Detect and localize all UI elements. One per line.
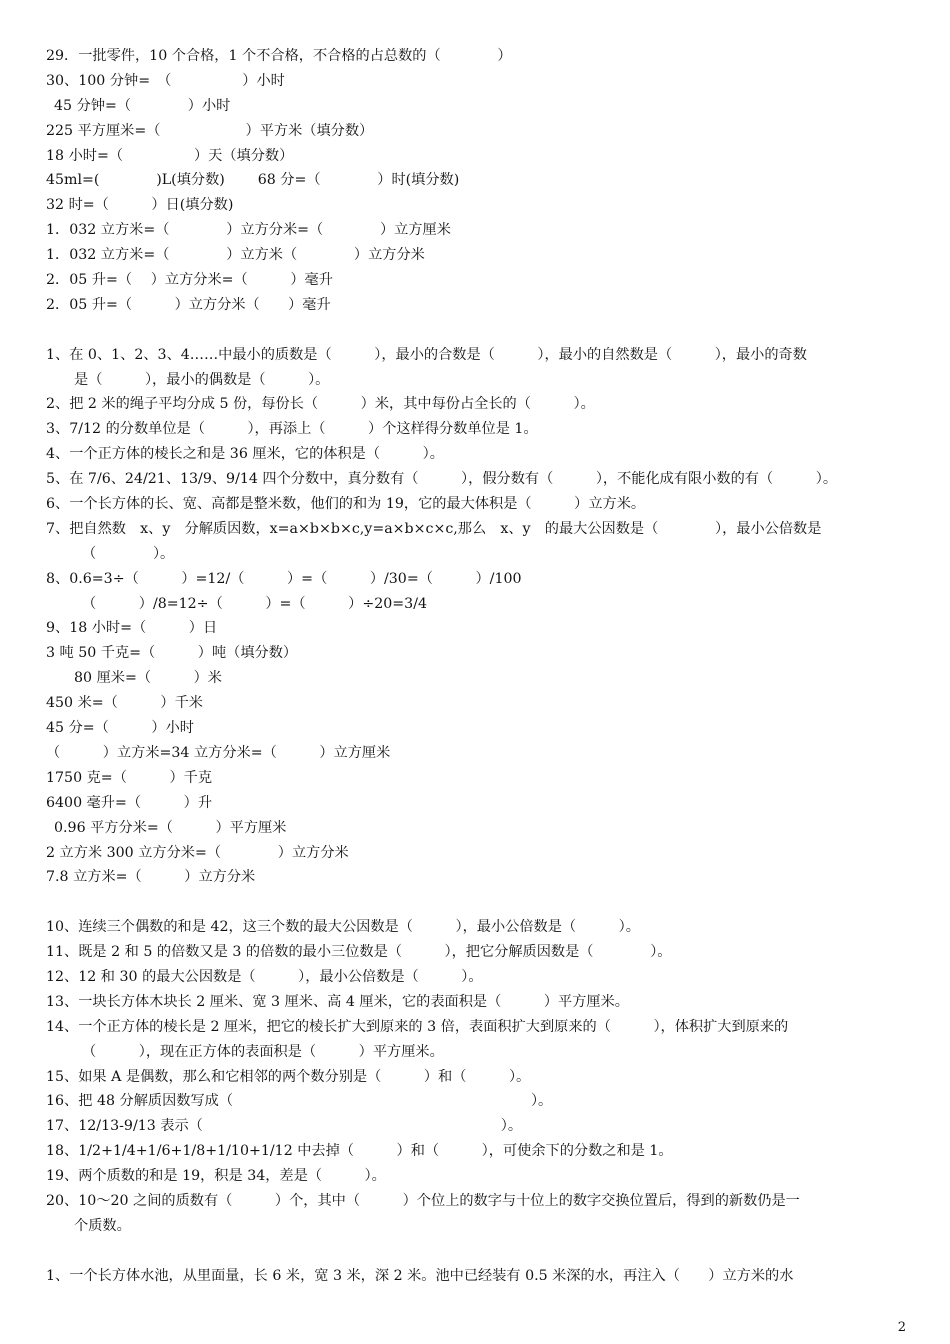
conversion-line: 3 吨 50 千克=（ ）吨（填分数） [46, 645, 298, 662]
question-8: 8、0.6=3÷（ ）=12/（ ）=（ ）/30=（ ）/100 [46, 570, 522, 587]
question-7: 7、把自然数 x、y 分解质因数，x=a×b×b×c,y=a×b×c×c,那么 x、y 的最大公因数是（ ），最小公倍数是 [46, 520, 822, 537]
question-10: 10、连续三个偶数的和是 42，这三个数的最大公因数是（ ），最小公倍数是（ ）。 [46, 919, 640, 936]
conversion-line: 45ml=( )L(填分数) 68 分=（ ）时(填分数) [46, 172, 460, 189]
question-11: 11、既是 2 和 5 的倍数又是 3 的倍数的最小三位数是（ ），把它分解质因数是（ ）。 [46, 944, 672, 961]
question-12: 12、12 和 30 的最大公因数是（ ），最小公倍数是（ ）。 [46, 968, 483, 985]
question-8-continued: （ ）/8=12÷（ ）=（ ）÷20=3/4 [82, 595, 427, 612]
conversion-line: 225 平方厘米=（ ）平方米（填分数） [46, 122, 374, 139]
conversion-line: 45 分钟=（ ）小时 [54, 97, 231, 114]
question-14: 14、一个正方体的棱长是 2 厘米，把它的棱长扩大到原来的 3 倍，表面积扩大到原来的（ ），体积扩大到原来的 [46, 1018, 789, 1035]
question-7-continued: （ ）。 [82, 545, 175, 562]
conversion-line: 2．05 升=（ ）立方分米（ ）毫升 [46, 296, 331, 313]
conversion-line: 7.8 立方米=（ ）立方分米 [46, 869, 256, 886]
question-18: 18、1/2+1/4+1/6+1/8+1/10+1/12 中去掉（ ）和（ ），可使余下的分数之和是 1。 [46, 1143, 673, 1160]
question-16: 16、把 48 分解质因数写成（ ）。 [46, 1093, 553, 1110]
conversion-line: 1．032 立方米=（ ）立方分米=（ ）立方厘米 [46, 222, 451, 239]
conversion-line: 1．032 立方米=（ ）立方米（ ）立方分米 [46, 247, 425, 264]
spacer [46, 1239, 910, 1264]
conversion-line: 2．05 升=（ ）立方分米=（ ）毫升 [46, 272, 333, 289]
question-3: 3、7/12 的分数单位是（ ），再添上（ ）个这样得分数单位是 1。 [46, 421, 538, 438]
question-5: 5、在 7/6、24/21、13/9、9/14 四个分数中，真分数有（ ），假分数有（ ），不能化成有限小数的有（ ）。 [46, 471, 838, 488]
conversion-line: 0.96 平方分米=（ ）平方厘米 [54, 819, 287, 836]
question-19: 19、两个质数的和是 19，积是 34，差是（ ）。 [46, 1168, 386, 1185]
question-1-continued: 是（ ），最小的偶数是（ ）。 [74, 371, 330, 388]
question-6: 6、一个长方体的长、宽、高都是整米数，他们的和为 19，它的最大体积是（ ）立方米。 [46, 496, 646, 513]
application-question-1: 1、一个长方体水池，从里面量，长 6 米，宽 3 米，深 2 米。池中已经装有 0.5 米深的水，再注入（ ）立方米的水 [46, 1267, 794, 1284]
question-15: 15、如果 A 是偶数，那么和它相邻的两个数分别是（ ）和（ ）。 [46, 1068, 531, 1085]
conversion-line: 450 米=（ ）千米 [46, 695, 203, 712]
question-29: 29．一批零件，10 个合格，1 个不合格，不合格的占总数的（ ） [46, 48, 512, 64]
question-20: 20、10～20 之间的质数有（ ）个，其中（ ）个位上的数字与十位上的数字交换位置后，得到的新数仍是一 [46, 1192, 800, 1209]
question-17: 17、12/13-9/13 表示（ ）。 [46, 1118, 523, 1135]
question-4: 4、一个正方体的棱长之和是 36 厘米，它的体积是（ ）。 [46, 446, 444, 463]
question-1: 1、在 0、1、2、3、4……中最小的质数是（ ），最小的合数是（ ），最小的自然数是（ ），最小的奇数 [46, 346, 807, 363]
conversion-line: 18 小时=（ ）天（填分数） [46, 147, 294, 164]
question-20-continued: 个质数。 [74, 1217, 131, 1234]
spacer [46, 318, 910, 343]
spacer [46, 890, 910, 915]
conversion-line: 80 厘米=（ ）米 [74, 670, 222, 687]
conversion-line: 2 立方米 300 立方分米=（ ）立方分米 [46, 844, 349, 861]
conversion-line: （ ）立方米=34 立方分米=（ ）立方厘米 [46, 744, 391, 761]
question-30: 30、100 分钟= （ ）小时 [46, 72, 285, 89]
question-2: 2、把 2 米的绳子平均分成 5 份，每份长（ ）米，其中每份占全长的（ ）。 [46, 396, 595, 413]
conversion-line: 1750 克=（ ）千克 [46, 769, 213, 786]
page-number: 2 [897, 1320, 906, 1335]
conversion-line: 6400 毫升=（ ）升 [46, 794, 213, 811]
question-13: 13、一块长方体木块长 2 厘米、宽 3 厘米、高 4 厘米，它的表面积是（ ）平方厘米。 [46, 993, 629, 1010]
question-14-continued: （ ），现在正方体的表面积是（ ）平方厘米。 [82, 1043, 444, 1060]
document-body [46, 44, 910, 1289]
question-9: 9、18 小时=（ ）日 [46, 620, 218, 637]
conversion-line: 45 分=（ ）小时 [46, 720, 194, 737]
conversion-line: 32 时=（ ）日(填分数) [46, 197, 234, 214]
